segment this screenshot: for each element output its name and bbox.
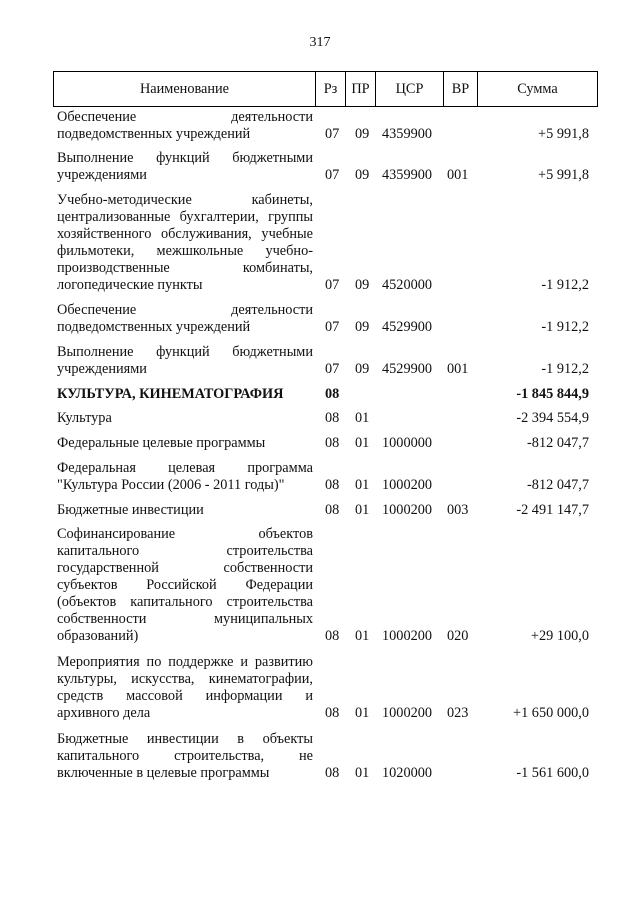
header-sum: Сумма [477, 72, 597, 106]
row-name: Выполнение функций бюджетными учреждениями [57, 344, 313, 377]
row-rz: 07 [325, 167, 340, 183]
row-pr: 01 [355, 705, 370, 721]
row-pr: 01 [355, 628, 370, 644]
table-header [53, 71, 598, 107]
row-sum: -1 912,2 [541, 277, 589, 293]
header-name: Наименование [139, 81, 230, 97]
row-sum: +5 991,8 [538, 167, 589, 183]
row-csr: 1000000 [382, 435, 433, 451]
page-number: 317 [309, 35, 331, 50]
row-rz: 07 [325, 277, 340, 293]
row-sum: -1 912,2 [541, 361, 589, 377]
table-row [0, 344, 640, 378]
row-rz: 08 [325, 410, 340, 426]
row-name: Выполнение функций бюджетными учреждениями [57, 150, 313, 183]
row-sum: -1 561 600,0 [516, 765, 589, 781]
row-csr: 4520000 [382, 277, 433, 293]
row-csr: 4359900 [382, 126, 433, 142]
row-rz: 08 [325, 386, 340, 402]
row-csr: 4529900 [382, 361, 433, 377]
row-pr: 01 [355, 502, 370, 518]
row-rz: 08 [325, 435, 340, 451]
row-pr: 09 [355, 277, 370, 293]
row-pr: 09 [355, 126, 370, 142]
row-rz: 08 [325, 502, 340, 518]
row-csr: 1000200 [382, 502, 433, 518]
row-pr: 09 [355, 361, 370, 377]
table-row [0, 731, 640, 782]
table-row [0, 192, 640, 294]
row-csr: 1000200 [382, 628, 433, 644]
row-pr: 01 [355, 765, 370, 781]
table-row [0, 410, 640, 427]
row-sum: -2 394 554,9 [516, 410, 589, 426]
row-name: Культура [57, 410, 112, 426]
section-row [0, 386, 640, 403]
row-sum: +1 650 000,0 [513, 705, 589, 721]
table-row [0, 502, 640, 519]
row-csr: 1000200 [382, 705, 433, 721]
table-row [0, 526, 640, 645]
header-rz: Рз [315, 72, 345, 106]
row-pr: 01 [355, 435, 370, 451]
row-sum: +5 991,8 [538, 126, 589, 142]
row-rz: 08 [325, 628, 340, 644]
row-sum: +29 100,0 [530, 628, 589, 644]
table-row [0, 109, 640, 143]
row-rz: 07 [325, 361, 340, 377]
row-vr: 003 [447, 502, 469, 518]
row-name: Федеральная целевая программа "Культура России (2006 - 2011 годы)" [57, 460, 313, 493]
row-sum: -812 047,7 [527, 435, 589, 451]
table-row [0, 302, 640, 336]
row-name: Обеспечение деятельности подведомственных учреждений [57, 302, 313, 335]
row-csr: 1020000 [382, 765, 433, 781]
row-vr: 001 [447, 361, 469, 377]
row-rz: 08 [325, 765, 340, 781]
row-pr: 01 [355, 410, 370, 426]
row-vr: 023 [447, 705, 469, 721]
header-csr: ЦСР [375, 72, 443, 106]
row-csr: 4529900 [382, 319, 433, 335]
table-row [0, 435, 640, 452]
section-title: КУЛЬТУРА, КИНЕМАТОГРАФИЯ [57, 386, 284, 402]
row-pr: 09 [355, 319, 370, 335]
row-rz: 07 [325, 319, 340, 335]
row-vr: 020 [447, 628, 469, 644]
row-sum: -2 491 147,7 [516, 502, 589, 518]
row-name: Бюджетные инвестиции в объекты капитального строительства, не включенные в целевые программы [57, 731, 313, 781]
row-rz: 07 [325, 126, 340, 142]
table-row [0, 150, 640, 184]
header-vr: ВР [443, 72, 477, 106]
row-sum: -1 912,2 [541, 319, 589, 335]
row-sum: -812 047,7 [527, 477, 589, 493]
row-name: Мероприятия по поддержке и развитию культуры, искусства, кинематографии, средств массовой информации и архивного дела [57, 654, 313, 721]
row-rz: 08 [325, 477, 340, 493]
header-pr: ПР [345, 72, 375, 106]
table-row [0, 654, 640, 722]
row-sum: -1 845 844,9 [516, 386, 589, 402]
row-name: Учебно-методические кабинеты, централизованные бухгалтерии, группы хозяйственного обслуживания, учебные фильмотеки, межшкольные учебно-производственные комбинаты, логопедические пункты [57, 192, 313, 293]
row-rz: 08 [325, 705, 340, 721]
row-name: Обеспечение деятельности подведомственных учреждений [57, 109, 313, 142]
row-pr: 09 [355, 167, 370, 183]
row-vr: 001 [447, 167, 469, 183]
row-pr: 01 [355, 477, 370, 493]
row-csr: 1000200 [382, 477, 433, 493]
table-row [0, 460, 640, 494]
row-name: Бюджетные инвестиции [57, 502, 204, 518]
row-name: Софинансирование объектов капитального строительства государственной собственности субъектов Российской Федерации (объектов капитального строительства собственности муниципальных образований) [57, 526, 313, 644]
row-name: Федеральные целевые программы [57, 435, 266, 451]
row-csr: 4359900 [382, 167, 433, 183]
